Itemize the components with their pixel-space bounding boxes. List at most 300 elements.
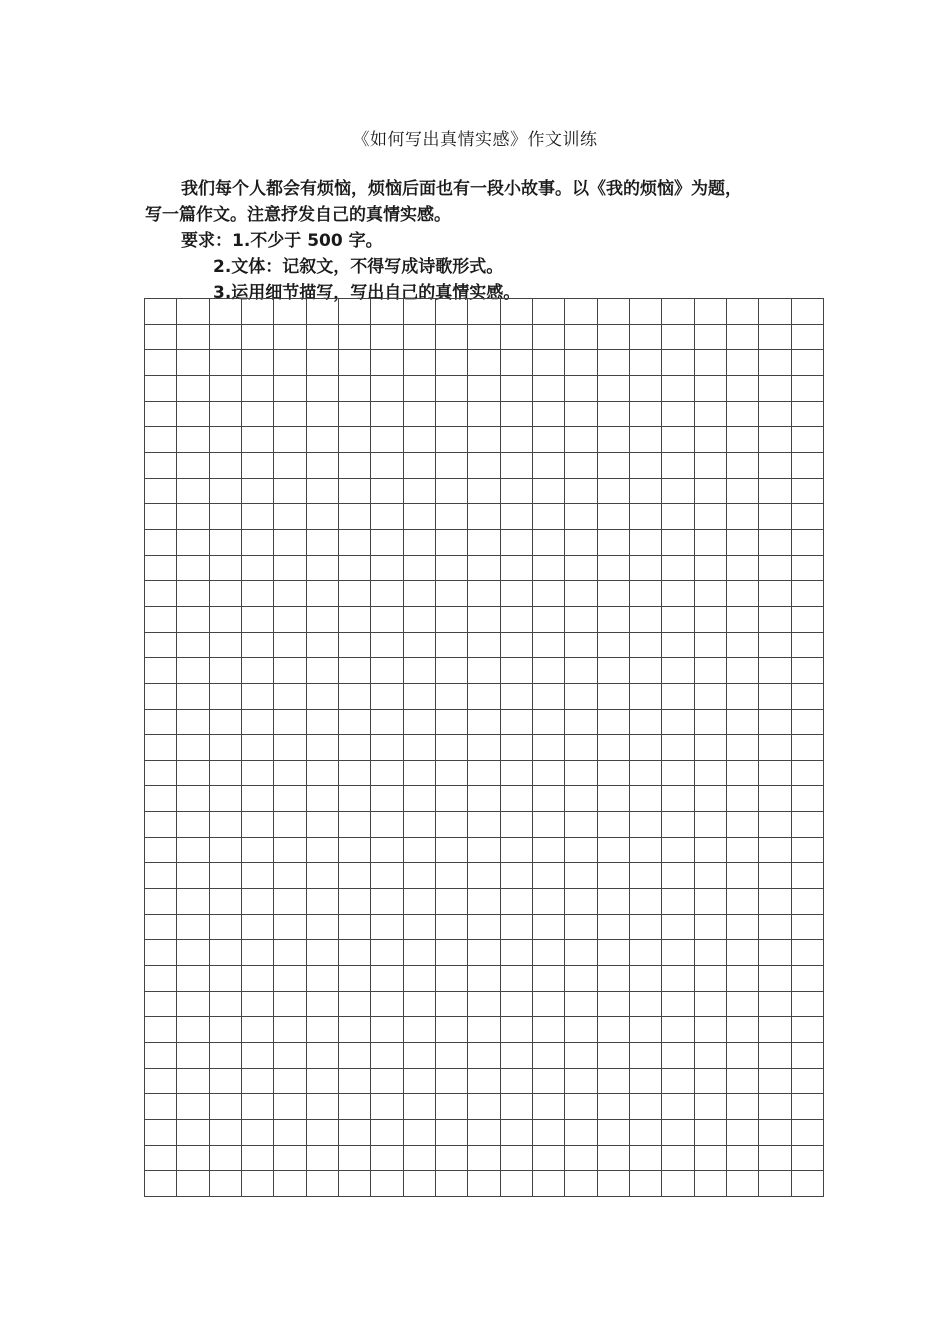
grid-cell [662, 863, 694, 889]
grid-cell [565, 453, 597, 479]
grid-cell [662, 581, 694, 607]
grid-cell [662, 1043, 694, 1069]
grid-cell [468, 1146, 500, 1172]
grid-cell [533, 966, 565, 992]
grid-cell [145, 812, 177, 838]
grid-cell [274, 1146, 306, 1172]
grid-cell [727, 402, 759, 428]
grid-cell [727, 684, 759, 710]
grid-cell [274, 761, 306, 787]
grid-cell [274, 581, 306, 607]
grid-cell [533, 992, 565, 1018]
grid-cell [565, 350, 597, 376]
grid-cell [695, 735, 727, 761]
grid-cell [501, 1171, 533, 1197]
grid-cell [436, 812, 468, 838]
grid-cell [468, 504, 500, 530]
grid-cell [145, 940, 177, 966]
grid-cell [598, 1017, 630, 1043]
grid-cell [339, 1043, 371, 1069]
grid-cell [565, 556, 597, 582]
grid-cell [695, 838, 727, 864]
grid-cell [404, 504, 436, 530]
grid-cell [242, 966, 274, 992]
grid-cell [695, 684, 727, 710]
grid-cell [501, 299, 533, 325]
grid-cell [177, 735, 209, 761]
grid-cell [727, 556, 759, 582]
grid-cell [339, 761, 371, 787]
grid-cell [436, 479, 468, 505]
grid-cell [468, 735, 500, 761]
grid-cell [501, 402, 533, 428]
grid-cell [371, 1120, 403, 1146]
grid-cell [695, 1069, 727, 1095]
grid-cell [210, 402, 242, 428]
grid-cell [630, 710, 662, 736]
grid-cell [501, 786, 533, 812]
grid-cell [177, 838, 209, 864]
grid-cell [598, 1043, 630, 1069]
grid-cell [145, 838, 177, 864]
grid-cell [695, 633, 727, 659]
grid-cell [177, 761, 209, 787]
grid-cell [533, 402, 565, 428]
grid-cell [565, 889, 597, 915]
grid-cell [533, 633, 565, 659]
grid-cell [339, 376, 371, 402]
grid-cell [630, 350, 662, 376]
grid-cell [274, 940, 306, 966]
grid-cell [307, 838, 339, 864]
grid-cell [565, 710, 597, 736]
grid-cell [533, 1171, 565, 1197]
grid-cell [695, 1043, 727, 1069]
grid-cell [242, 915, 274, 941]
grid-cell [371, 684, 403, 710]
grid-cell [727, 299, 759, 325]
grid-cell [404, 940, 436, 966]
grid-cell [727, 735, 759, 761]
grid-cell [565, 915, 597, 941]
grid-cell [662, 838, 694, 864]
grid-cell [307, 710, 339, 736]
grid-cell [339, 427, 371, 453]
grid-cell [339, 915, 371, 941]
grid-cell [792, 504, 824, 530]
grid-cell [630, 453, 662, 479]
grid-cell [727, 838, 759, 864]
grid-cell [339, 1069, 371, 1095]
grid-cell [598, 479, 630, 505]
grid-cell [242, 350, 274, 376]
grid-cell [792, 992, 824, 1018]
grid-cell [436, 1146, 468, 1172]
grid-cell [404, 1094, 436, 1120]
grid-cell [501, 940, 533, 966]
grid-cell [274, 479, 306, 505]
grid-cell [404, 1017, 436, 1043]
grid-cell [630, 684, 662, 710]
grid-cell [371, 530, 403, 556]
grid-cell [598, 940, 630, 966]
grid-cell [436, 992, 468, 1018]
grid-cell [145, 1069, 177, 1095]
grid-cell [371, 992, 403, 1018]
grid-cell [759, 684, 791, 710]
grid-cell [177, 940, 209, 966]
grid-cell [274, 812, 306, 838]
grid-cell [339, 607, 371, 633]
grid-cell [145, 915, 177, 941]
grid-cell [533, 838, 565, 864]
grid-cell [307, 1069, 339, 1095]
grid-cell [274, 710, 306, 736]
grid-cell [662, 940, 694, 966]
grid-cell [307, 1120, 339, 1146]
grid-cell [468, 940, 500, 966]
grid-cell [242, 633, 274, 659]
grid-cell [533, 427, 565, 453]
grid-cell [307, 633, 339, 659]
grid-cell [145, 863, 177, 889]
grid-cell [242, 427, 274, 453]
grid-cell [759, 376, 791, 402]
grid-cell [468, 427, 500, 453]
grid-cell [695, 479, 727, 505]
grid-cell [436, 556, 468, 582]
grid-cell [242, 684, 274, 710]
grid-cell [662, 530, 694, 556]
grid-cell [274, 607, 306, 633]
grid-cell [468, 479, 500, 505]
grid-cell [339, 863, 371, 889]
grid-cell [242, 1146, 274, 1172]
grid-cell [145, 735, 177, 761]
grid-cell [436, 940, 468, 966]
grid-cell [210, 812, 242, 838]
grid-cell [792, 735, 824, 761]
grid-cell [533, 735, 565, 761]
grid-cell [371, 1146, 403, 1172]
grid-cell [598, 992, 630, 1018]
grid-cell [371, 761, 403, 787]
grid-cell [565, 966, 597, 992]
grid-cell [565, 761, 597, 787]
grid-cell [727, 1120, 759, 1146]
grid-cell [468, 863, 500, 889]
grid-cell [145, 684, 177, 710]
grid-cell [436, 786, 468, 812]
grid-cell [598, 786, 630, 812]
grid-cell [727, 350, 759, 376]
grid-cell [468, 325, 500, 351]
grid-cell [533, 1094, 565, 1120]
grid-cell [501, 376, 533, 402]
grid-cell [565, 1171, 597, 1197]
grid-cell [695, 915, 727, 941]
grid-cell [436, 838, 468, 864]
grid-cell [468, 299, 500, 325]
grid-cell [727, 325, 759, 351]
grid-cell [598, 453, 630, 479]
grid-cell [695, 1017, 727, 1043]
grid-cell [210, 556, 242, 582]
grid-cell [307, 504, 339, 530]
grid-cell [210, 427, 242, 453]
grid-cell [274, 530, 306, 556]
grid-cell [630, 735, 662, 761]
grid-cell [339, 710, 371, 736]
grid-cell [177, 427, 209, 453]
grid-cell [759, 556, 791, 582]
grid-cell [436, 889, 468, 915]
grid-cell [210, 786, 242, 812]
grid-cell [242, 889, 274, 915]
grid-cell [177, 607, 209, 633]
grid-cell [759, 325, 791, 351]
grid-cell [274, 966, 306, 992]
grid-cell [565, 581, 597, 607]
grid-cell [274, 299, 306, 325]
grid-cell [145, 479, 177, 505]
grid-cell [436, 1043, 468, 1069]
grid-cell [339, 402, 371, 428]
grid-cell [371, 427, 403, 453]
grid-cell [371, 299, 403, 325]
grid-cell [630, 1094, 662, 1120]
grid-cell [565, 633, 597, 659]
grid-cell [695, 1094, 727, 1120]
grid-cell [177, 658, 209, 684]
grid-cell [662, 402, 694, 428]
grid-cell [274, 992, 306, 1018]
grid-cell [242, 530, 274, 556]
grid-cell [598, 633, 630, 659]
grid-cell [468, 581, 500, 607]
grid-cell [533, 786, 565, 812]
grid-cell [533, 812, 565, 838]
grid-cell [630, 581, 662, 607]
grid-cell [533, 1069, 565, 1095]
grid-cell [436, 1094, 468, 1120]
grid-cell [307, 556, 339, 582]
grid-cell [533, 299, 565, 325]
grid-cell [404, 633, 436, 659]
grid-cell [468, 658, 500, 684]
grid-cell [533, 863, 565, 889]
grid-cell [242, 940, 274, 966]
grid-cell [759, 812, 791, 838]
grid-cell [145, 1017, 177, 1043]
grid-cell [371, 966, 403, 992]
grid-cell [404, 1171, 436, 1197]
grid-cell [695, 299, 727, 325]
grid-cell [630, 402, 662, 428]
grid-cell [565, 530, 597, 556]
grid-cell [177, 479, 209, 505]
grid-cell [242, 838, 274, 864]
grid-cell [339, 889, 371, 915]
grid-cell [177, 915, 209, 941]
grid-cell [501, 812, 533, 838]
prompt-line-1: 我们每个人都会有烦恼，烦恼后面也有一段小故事。以《我的烦恼》为题， [181, 179, 742, 199]
grid-cell [792, 376, 824, 402]
grid-cell [727, 633, 759, 659]
grid-cell [145, 1120, 177, 1146]
grid-cell [436, 863, 468, 889]
grid-cell [598, 504, 630, 530]
grid-cell [404, 325, 436, 351]
grid-cell [242, 479, 274, 505]
grid-cell [662, 761, 694, 787]
grid-cell [792, 838, 824, 864]
grid-cell [177, 1171, 209, 1197]
grid-cell [759, 1094, 791, 1120]
grid-cell [210, 915, 242, 941]
grid-cell [695, 530, 727, 556]
grid-cell [307, 453, 339, 479]
grid-cell [468, 1017, 500, 1043]
grid-cell [792, 607, 824, 633]
grid-cell [436, 325, 468, 351]
grid-cell [404, 812, 436, 838]
grid-cell [792, 1146, 824, 1172]
grid-cell [759, 992, 791, 1018]
grid-cell [436, 915, 468, 941]
grid-cell [145, 325, 177, 351]
grid-cell [630, 325, 662, 351]
grid-cell [759, 1043, 791, 1069]
grid-cell [210, 761, 242, 787]
grid-cell [274, 1171, 306, 1197]
grid-cell [274, 658, 306, 684]
grid-cell [371, 504, 403, 530]
grid-cell [404, 1120, 436, 1146]
grid-cell [145, 710, 177, 736]
grid-cell [307, 299, 339, 325]
grid-cell [242, 556, 274, 582]
grid-cell [371, 838, 403, 864]
grid-cell [630, 1017, 662, 1043]
grid-cell [210, 530, 242, 556]
grid-cell [307, 966, 339, 992]
grid-cell [436, 376, 468, 402]
grid-cell [307, 761, 339, 787]
grid-cell [468, 838, 500, 864]
grid-cell [210, 350, 242, 376]
grid-cell [630, 1069, 662, 1095]
grid-cell [145, 1043, 177, 1069]
grid-cell [727, 863, 759, 889]
writing-grid [144, 298, 824, 1197]
grid-cell [307, 684, 339, 710]
grid-cell [565, 1094, 597, 1120]
grid-cell [501, 479, 533, 505]
grid-cell [404, 889, 436, 915]
grid-cell [630, 889, 662, 915]
grid-cell [339, 479, 371, 505]
grid-cell [759, 479, 791, 505]
grid-cell [565, 812, 597, 838]
grid-cell [662, 453, 694, 479]
grid-cell [759, 607, 791, 633]
grid-cell [210, 1043, 242, 1069]
grid-cell [436, 710, 468, 736]
grid-cell [339, 299, 371, 325]
grid-cell [695, 607, 727, 633]
grid-cell [727, 1094, 759, 1120]
grid-cell [662, 299, 694, 325]
grid-cell [759, 761, 791, 787]
grid-cell [695, 658, 727, 684]
grid-cell [468, 453, 500, 479]
grid-cell [436, 530, 468, 556]
grid-cell [177, 889, 209, 915]
grid-cell [630, 966, 662, 992]
grid-cell [307, 658, 339, 684]
grid-cell [177, 863, 209, 889]
grid-cell [210, 376, 242, 402]
grid-cell [274, 325, 306, 351]
grid-cell [598, 812, 630, 838]
grid-cell [242, 1043, 274, 1069]
grid-cell [242, 1171, 274, 1197]
grid-cell [307, 479, 339, 505]
grid-cell [242, 376, 274, 402]
grid-cell [177, 710, 209, 736]
grid-cell [501, 1120, 533, 1146]
grid-cell [177, 992, 209, 1018]
grid-cell [339, 812, 371, 838]
grid-cell [177, 1069, 209, 1095]
grid-cell [371, 710, 403, 736]
grid-cell [598, 427, 630, 453]
grid-cell [177, 812, 209, 838]
grid-cell [727, 1146, 759, 1172]
grid-cell [339, 1017, 371, 1043]
grid-cell [501, 556, 533, 582]
prompt-line-2: 写一篇作文。注意抒发自己的真情实感。 [145, 205, 451, 225]
grid-cell [210, 325, 242, 351]
grid-cell [145, 966, 177, 992]
grid-cell [727, 992, 759, 1018]
grid-cell [468, 710, 500, 736]
grid-cell [630, 863, 662, 889]
grid-cell [759, 1171, 791, 1197]
grid-cell [436, 761, 468, 787]
grid-cell [371, 376, 403, 402]
grid-cell [274, 504, 306, 530]
grid-cell [468, 376, 500, 402]
grid-cell [662, 1094, 694, 1120]
grid-cell [695, 504, 727, 530]
grid-cell [404, 735, 436, 761]
grid-cell [371, 658, 403, 684]
grid-cell [533, 1146, 565, 1172]
grid-cell [662, 633, 694, 659]
grid-cell [792, 940, 824, 966]
grid-cell [468, 915, 500, 941]
grid-cell [727, 812, 759, 838]
grid-cell [274, 402, 306, 428]
grid-cell [727, 427, 759, 453]
grid-cell [339, 1120, 371, 1146]
grid-cell [565, 479, 597, 505]
grid-cell [759, 350, 791, 376]
grid-cell [630, 786, 662, 812]
grid-cell [792, 402, 824, 428]
